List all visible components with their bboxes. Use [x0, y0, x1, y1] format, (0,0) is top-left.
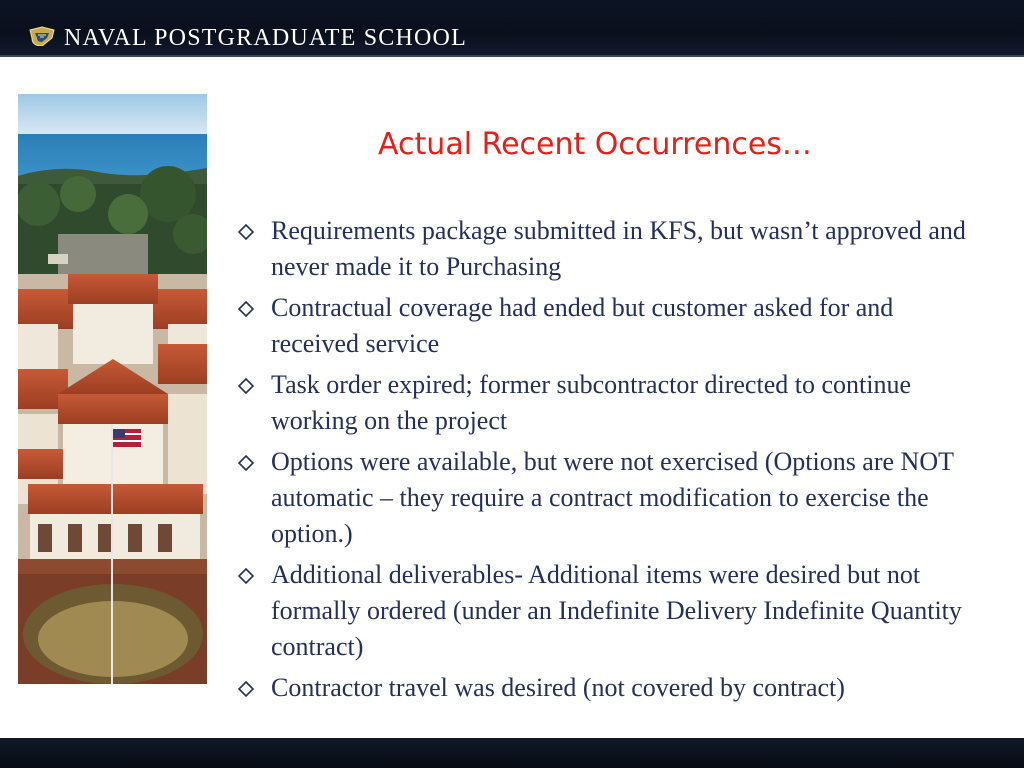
diamond-outline-icon [238, 681, 254, 697]
bullet-text: Requirements package submitted in KFS, but wasn’t approved and never made it to Purchasing [271, 216, 966, 281]
bullet-item [236, 213, 976, 285]
bullet-list [236, 213, 976, 711]
shield-crest-icon [28, 26, 56, 46]
diamond-outline-icon [238, 568, 254, 584]
school-name: NAVAL POSTGRADUATE SCHOOL [64, 25, 467, 51]
slide-title: Actual Recent Occurrences… [378, 127, 812, 162]
header-divider [0, 55, 1024, 57]
bullet-item [236, 670, 976, 706]
header-bar [0, 0, 1024, 55]
bullet-item [236, 367, 976, 439]
diamond-outline-icon [238, 378, 254, 394]
bullet-text: Task order expired; former subcontractor directed to continue working on the project [271, 370, 911, 435]
bullet-text: Additional deliverables- Additional items were desired but not formally ordered (under an Indefinite Delivery Indefinite Quantity contract) [271, 560, 962, 661]
bullet-text: Contractual coverage had ended but customer asked for and received service [271, 293, 894, 358]
campus-aerial-photo [18, 94, 207, 684]
diamond-outline-icon [238, 224, 254, 240]
diamond-outline-icon [238, 301, 254, 317]
diamond-outline-icon [238, 455, 254, 471]
bullet-item [236, 290, 976, 362]
bullet-text: Options were available, but were not exercised (Options are NOT automatic – they require a contract modification to exercise the option.) [271, 447, 954, 548]
bullet-item [236, 444, 976, 552]
bullet-item [236, 557, 976, 665]
footer-bar [0, 738, 1024, 768]
bullet-text: Contractor travel was desired (not covered by contract) [271, 673, 845, 702]
